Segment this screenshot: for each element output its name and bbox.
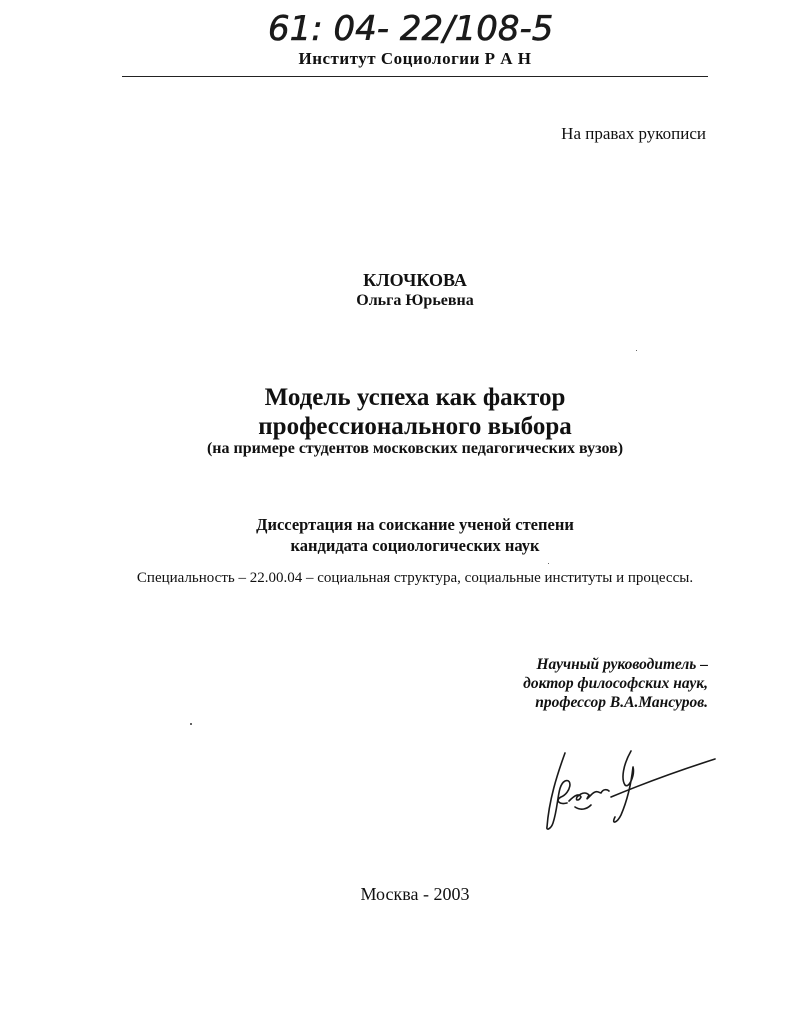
handwritten-catalog-number	[268, 2, 568, 50]
institute-name: Институт Социологии Р А Н	[298, 49, 532, 68]
supervisor-name: профессор В.А.Мансуров.	[535, 694, 708, 711]
header-divider	[122, 76, 708, 77]
supervisor-role: Научный руководитель –	[536, 656, 708, 673]
supervisor-degree: доктор философских наук,	[523, 675, 708, 692]
author-surname: КЛОЧКОВА	[363, 270, 467, 290]
catalog-number-text: 61: 04- 22/108-5	[268, 9, 554, 49]
city-and-year: Москва - 2003	[360, 884, 470, 904]
rights-notice: На правах рукописи	[561, 124, 706, 143]
thesis-title-line-1: Модель успеха как фактор	[264, 384, 566, 411]
scan-speck	[548, 563, 549, 564]
thesis-title-line-2: профессионального выбора	[258, 413, 572, 440]
scan-speck	[636, 350, 637, 351]
signature-icon	[535, 745, 720, 835]
thesis-subtitle: (на примере студентов московских педагогических вузов)	[206, 440, 624, 457]
specialty-line: Специальность – 22.00.04 – социальная структура, социальные институты и процессы.	[136, 570, 694, 586]
degree-statement-line-1: Диссертация на соискание ученой степени	[256, 515, 574, 534]
scan-speck	[190, 723, 192, 725]
degree-statement-line-2: кандидата социологических наук	[290, 536, 540, 555]
author-given-names: Ольга Юрьевна	[356, 292, 474, 309]
supervisor-block	[523, 655, 708, 712]
